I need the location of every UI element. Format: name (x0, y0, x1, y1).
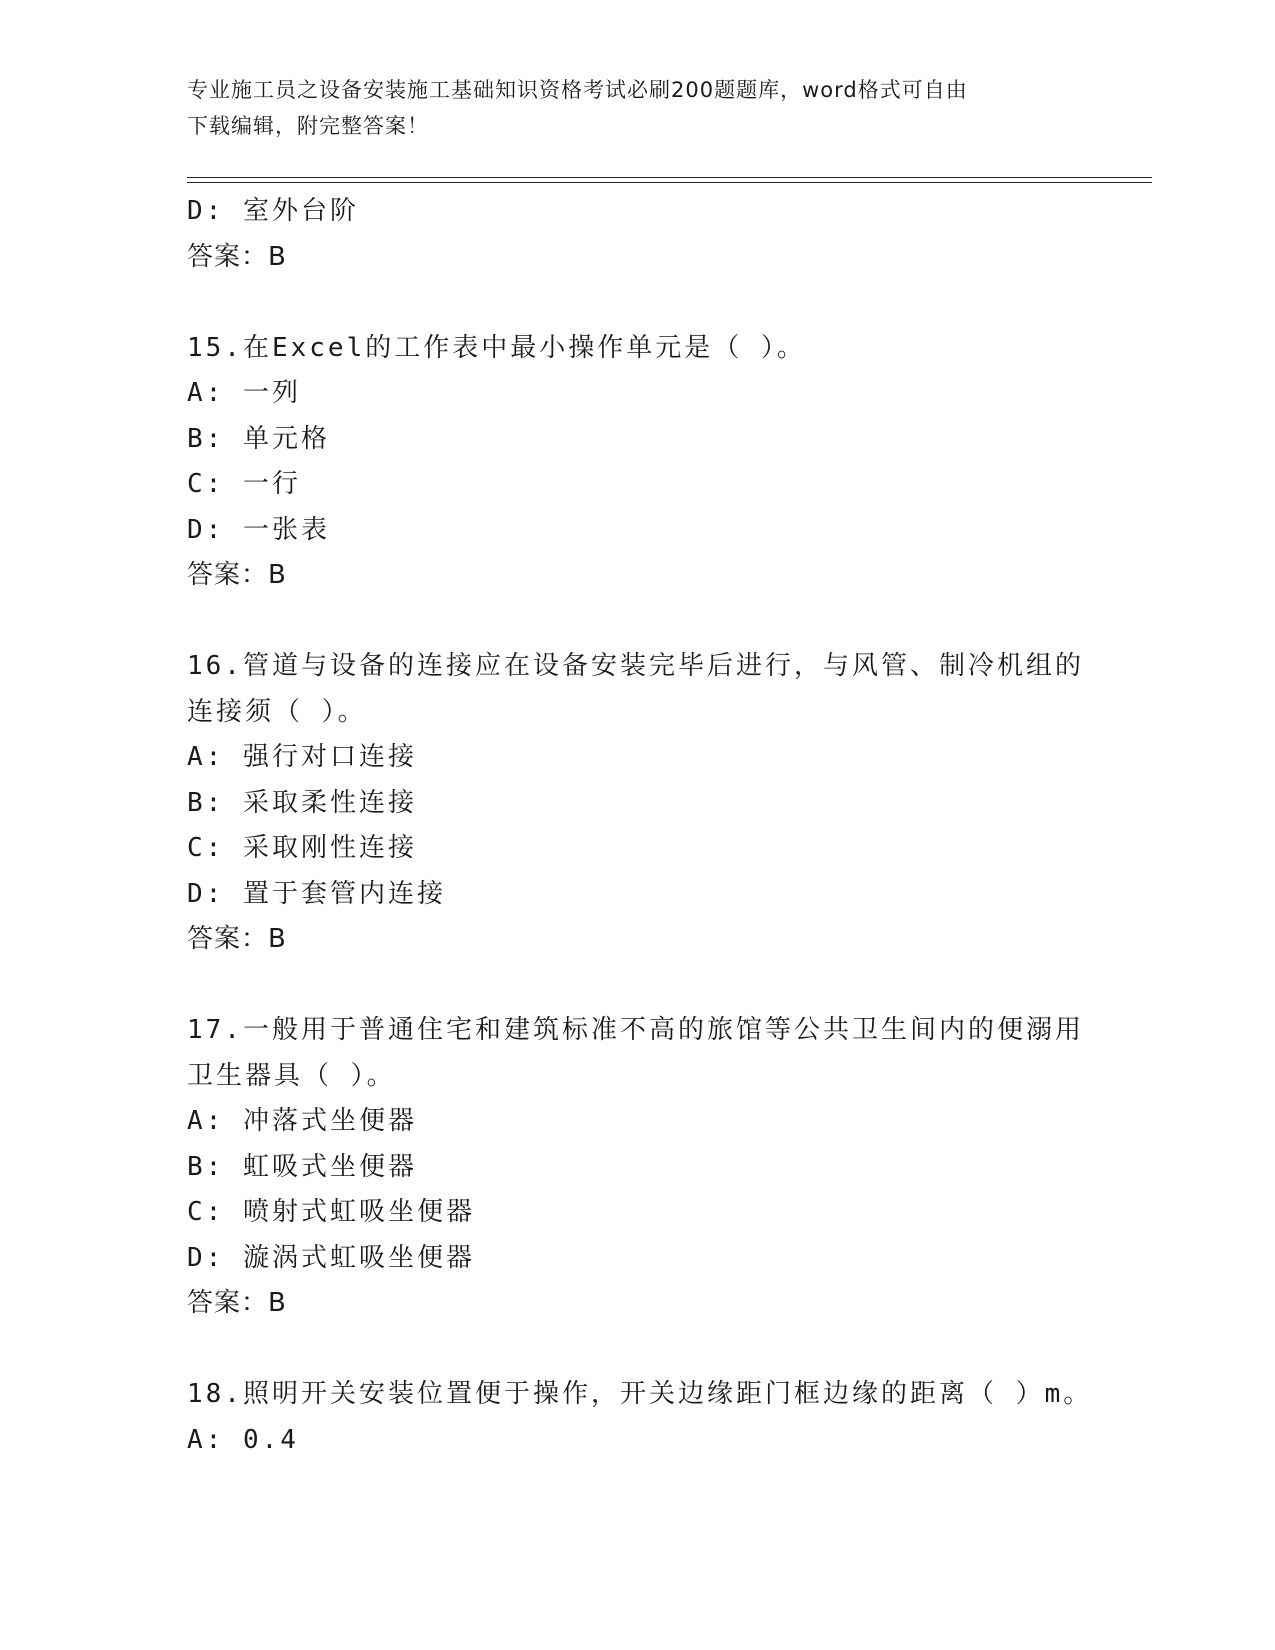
document-header (187, 72, 1087, 144)
spacer (187, 1327, 1087, 1373)
q15-question: 15.在Excel的工作表中最小操作单元是（ ）。 (187, 332, 806, 363)
q17-answer: 答案：B (187, 1288, 287, 1318)
q18-option-a: A: 0.4 (187, 1424, 299, 1455)
header-line-2: 下载编辑，附完整答案！ (187, 114, 429, 138)
q17-option-c: C: 喷射式虹吸坐便器 (187, 1197, 475, 1227)
q14-answer: 答案：B (187, 241, 287, 272)
q15-answer: 答案：B (187, 560, 287, 590)
q17-option-b: B: 虹吸式坐便器 (187, 1151, 417, 1182)
q17-option-d: D: 漩涡式虹吸坐便器 (187, 1242, 475, 1273)
q15-option-a: A: 一列 (187, 378, 301, 408)
q14-option-d: D: 室外台阶 (187, 196, 359, 226)
q17-option-a: A: 冲落式坐便器 (187, 1106, 417, 1136)
q16-option-c: C: 采取刚性连接 (187, 833, 417, 863)
q16-answer: 答案：B (187, 924, 287, 954)
spacer (187, 599, 1087, 645)
header-divider-top (187, 177, 1152, 178)
q16-option-b: B: 采取柔性连接 (187, 787, 417, 818)
header-line-1: 专业施工员之设备安装施工基础知识资格考试必刷200题题库，word格式可自由 (187, 78, 968, 102)
header-divider-bottom (187, 182, 1152, 183)
q15-option-c: C: 一行 (187, 469, 301, 499)
spacer (187, 963, 1087, 1009)
q17-question-line-1: 17.一般用于普通住宅和建筑标准不高的旅馆等公共卫生间内的便溺用 (187, 1015, 1084, 1045)
spacer (187, 280, 1087, 326)
q15-option-d: D: 一张表 (187, 514, 330, 545)
question-list (187, 189, 1093, 1463)
q18-question: 18.照明开关安装位置便于操作，开关边缘距门框边缘的距离（ ）m。 (187, 1379, 1093, 1409)
q16-question-line-1: 16.管道与设备的连接应在设备安装完毕后进行，与风管、制冷机组的 (187, 651, 1084, 681)
q16-question-line-2: 连接须（ ）。 (187, 696, 367, 727)
q16-option-d: D: 置于套管内连接 (187, 878, 446, 909)
q16-option-a: A: 强行对口连接 (187, 742, 417, 772)
q17-question-line-2: 卫生器具（ ）。 (187, 1060, 396, 1091)
q15-option-b: B: 单元格 (187, 423, 330, 454)
